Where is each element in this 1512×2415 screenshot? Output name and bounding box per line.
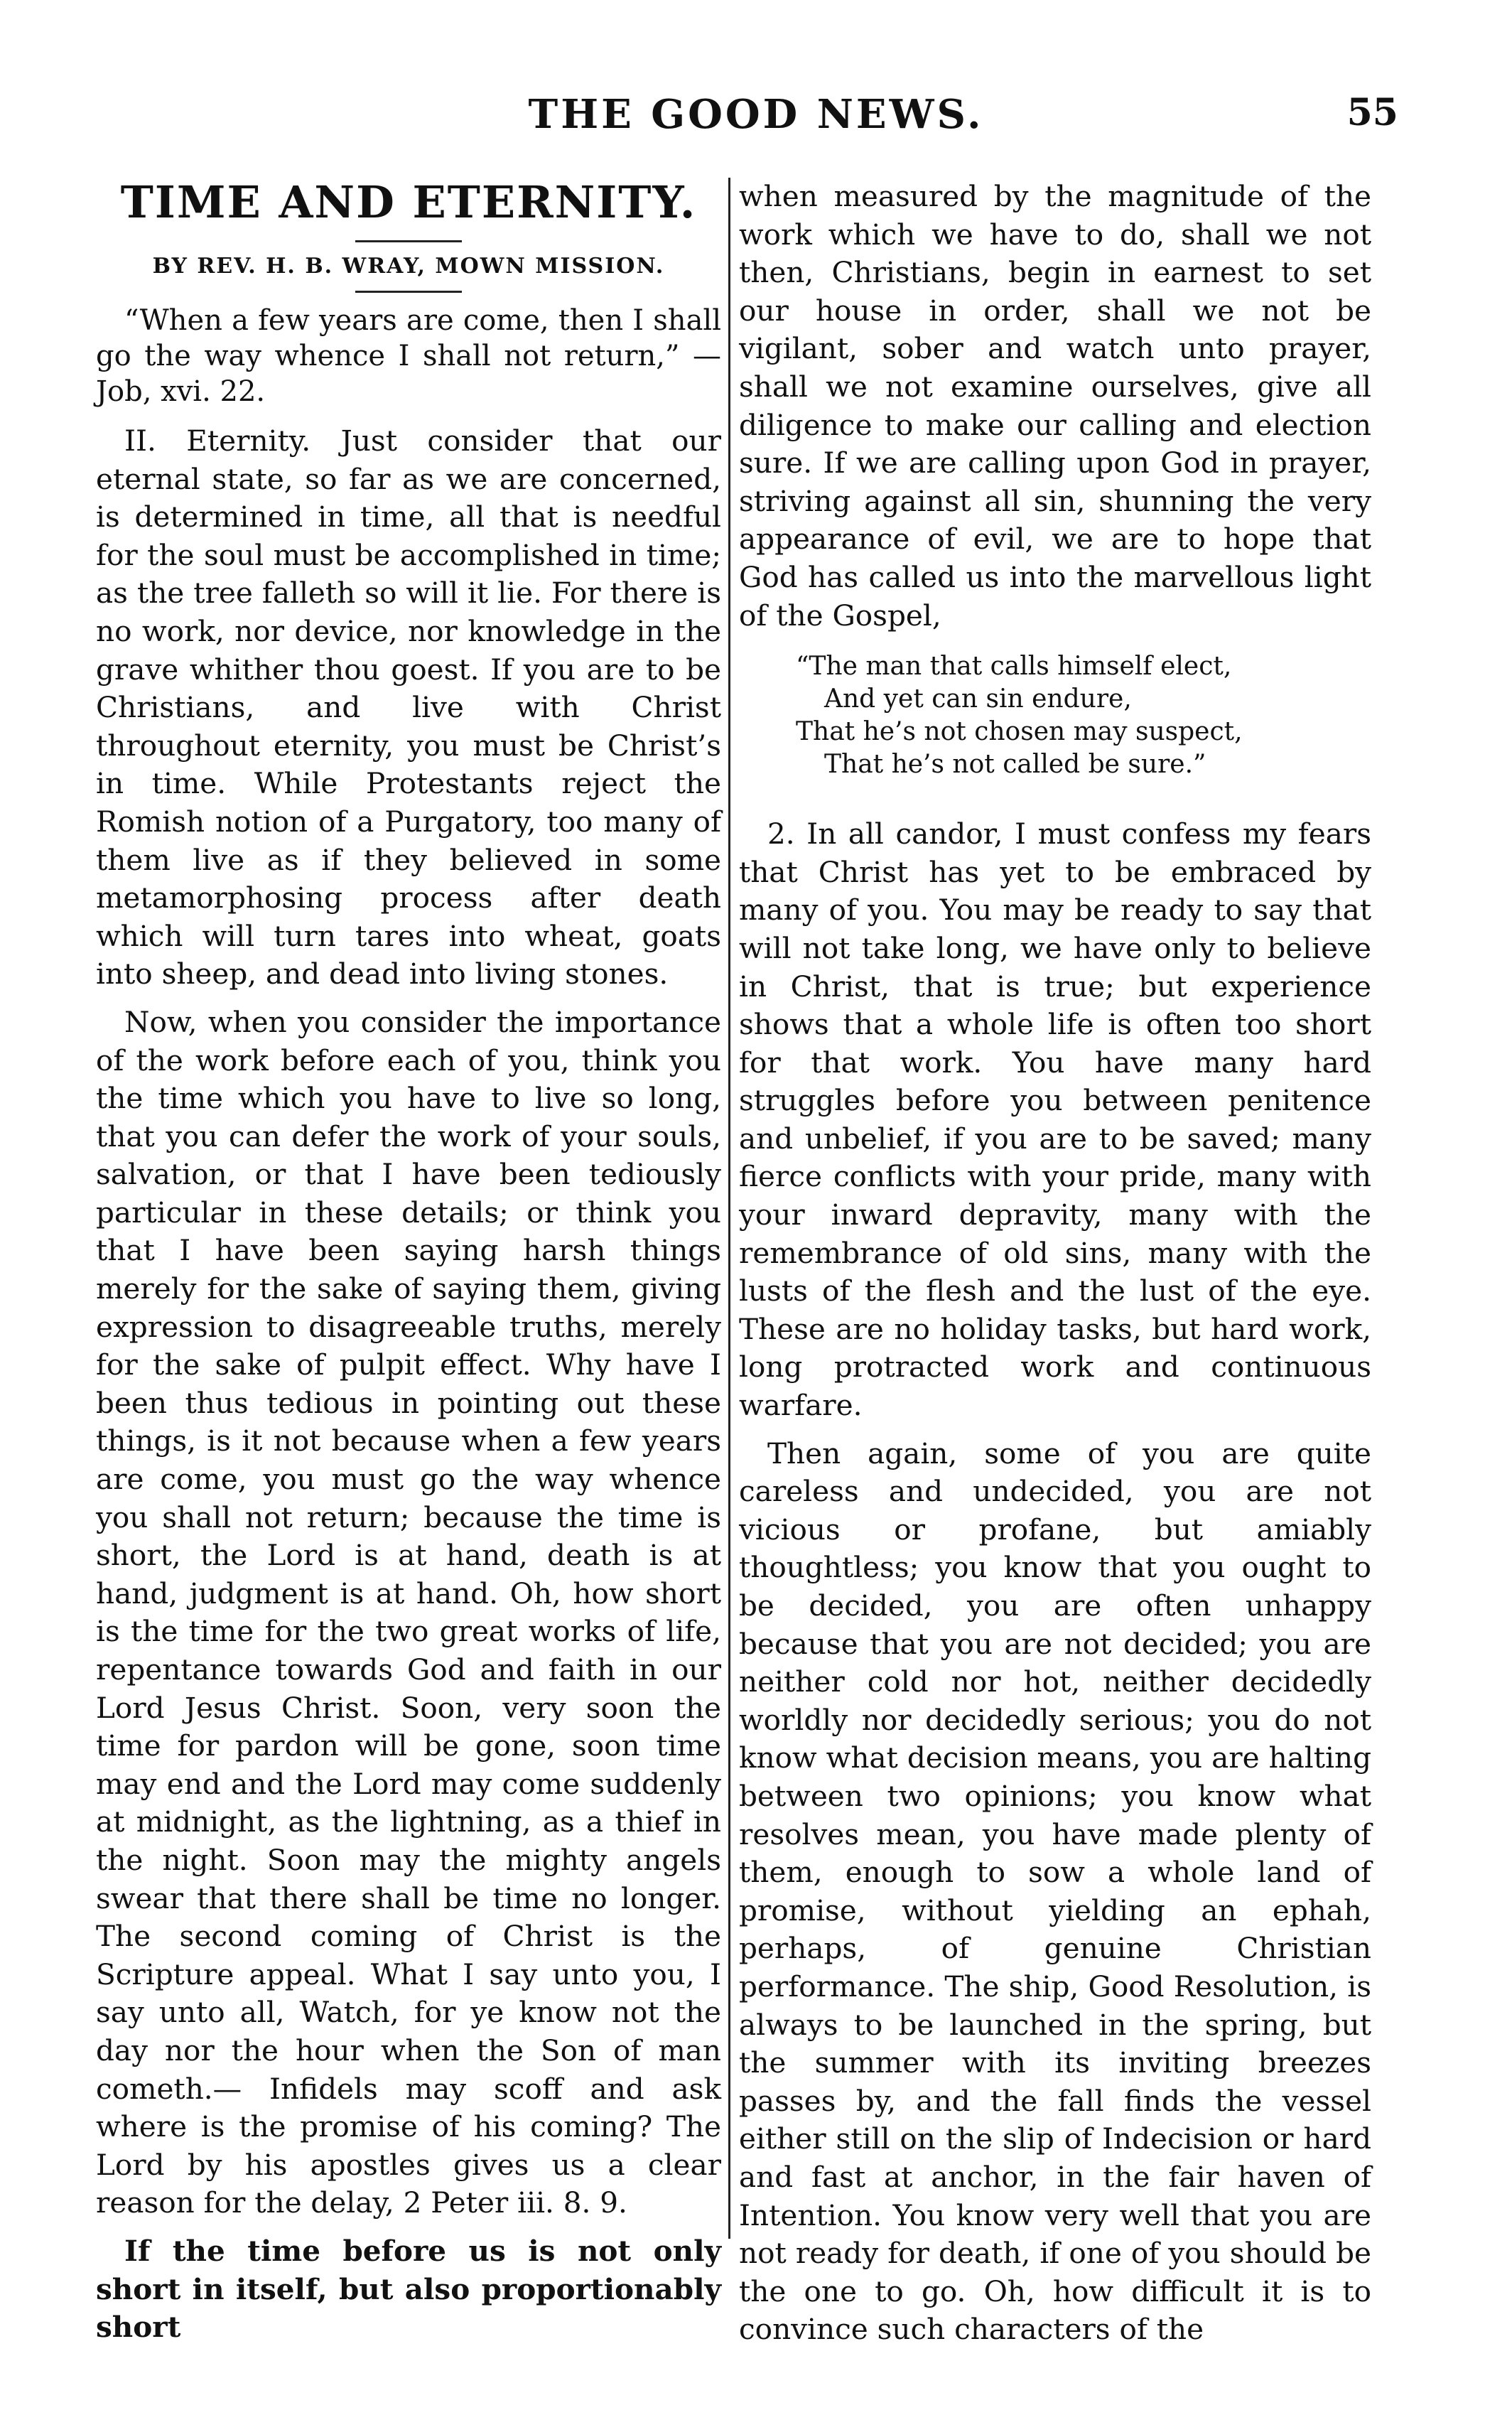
running-header	[0, 85, 1512, 149]
right-column	[739, 178, 1371, 2359]
column-divider	[728, 178, 730, 2239]
byline-rule	[355, 291, 462, 293]
poem-quotation	[739, 650, 1371, 781]
paragraph: 2. In all candor, I must confess my fears that Christ has yet to be embraced by many of you. You may be ready to say that will not take long, we have only to believe in Christ, that is true; but experience shows that a whole life is often too short for that work. You have many hard struggles before you between penitence and unbelief, if you are to be saved; many fierce conflicts with your pride, many with your inward depravity, many with the remembrance of old sins, many with the lusts of the flesh and the lust of the eye. These are no holiday tasks, but hard work, long protracted work and continuous warfare.	[739, 817, 1371, 1423]
paragraph: II. Eternity. Just consider that our eternal state, so far as we are concerned, is determined in time, all that is needful for the soul must be accomplished in time; as the tree falleth so will it lie. For there is no work, nor device, nor knowledge in the grave whither thou goest. If you are to be Christians, and live with Christ throughout eternity, you must be Christ’s in time. While Protestants reject the Romish notion of a Purgatory, too many of them live as if they believed in some metamorphosing process after death which will turn tares into wheat, goats into sheep, and dead into living stones.	[96, 424, 721, 991]
paragraph: Then again, some of you are quite careless and undecided, you are not vicious or profane, but amiably thoughtless; you know that you ought to be decided, you are often unhappy because that you are not decided; you are neither cold nor hot, neither decidedly worldly nor decidedly serious; you do not know what decision means, you are halting between two opinions; you know what resolves mean, you have made plenty of them, enough to sow a whole land of promise, without yielding an ephah, perhaps, of genuine Christian performance. The ship, Good Resolution, is always to be launched in the spring, but the summer with its inviting breezes passes by, and the fall finds the vessel either still on the slip of Indecision or hard and fast at anchor, in the fair haven of Intention. You know very well that you are not ready for death, if one of you should be the one to go. Oh, how difficult it is to convince such characters of the	[739, 1436, 1371, 2347]
paragraph: when measured by the magnitude of the work which we have to do, shall we not then, Christians, begin in earnest to set our house in order, shall we not be vigilant, sober and watch unto prayer, shall we not examine ourselves, give all diligence to make our calling and election sure. If we are calling upon God in prayer, striving against all sin, shunning the very appearance of evil, we are to hope that God has called us into the marvellous light of the Gospel,	[739, 179, 1371, 633]
poem-line: That he’s not called be sure.”	[824, 750, 1206, 780]
page-number: 55	[1346, 91, 1398, 134]
paragraph: If the time before us is not only short in itself, but also proportionably short	[96, 2233, 721, 2345]
paragraph: Now, when you consider the importance of the work before each of you, think you the time which you have to live so long, that you can defer the work of your souls, salvation, or that I have been tediously particular in these details; or think you that I have been saying harsh things merely for the sake of saying them, giving expression to disagreeable truths, merely for the sake of pulpit effect. Why have I been thus tedious in pointing out these things, is it not because when a few years are come, you must go the way whence you shall not return; because the time is short, the Lord is at hand, death is at hand, judgment is at hand. Oh, how short is the time for the two great works of life, repentance towards God and faith in our Lord Jesus Christ. Soon, very soon the time for pardon will be gone, soon time may end and the Lord may come suddenly at midnight, as the lightning, as a thief in the night. Soon may the mighty angels swear that there shall be time no longer. The second coming of Christ is the Scripture appeal. What I say unto you, I say unto all, Watch, for ye know not the day nor the hour when the Son of man cometh.— Infidels may scoff and ask where is the promise of his coming? The Lord by his apostles gives us a clear reason for the delay, 2 Peter iii. 8. 9.	[96, 1004, 721, 2220]
poem-line: “The man that calls himself elect,	[796, 652, 1232, 682]
article-title: TIME AND ETERNITY.	[120, 176, 697, 228]
epigraph: “When a few years are come, then I shall go the way whence I shall not return,” —Job, xvi. 22.	[96, 304, 721, 408]
title-rule	[355, 240, 462, 242]
byline: BY REV. H. B. WRAY, MOWN MISSION.	[152, 254, 665, 279]
poem-line: And yet can sin endure,	[824, 684, 1132, 714]
publication-title: THE GOOD NEWS.	[528, 91, 984, 138]
poem-line: That he’s not chosen may suspect,	[796, 717, 1243, 747]
left-column	[96, 178, 721, 2357]
